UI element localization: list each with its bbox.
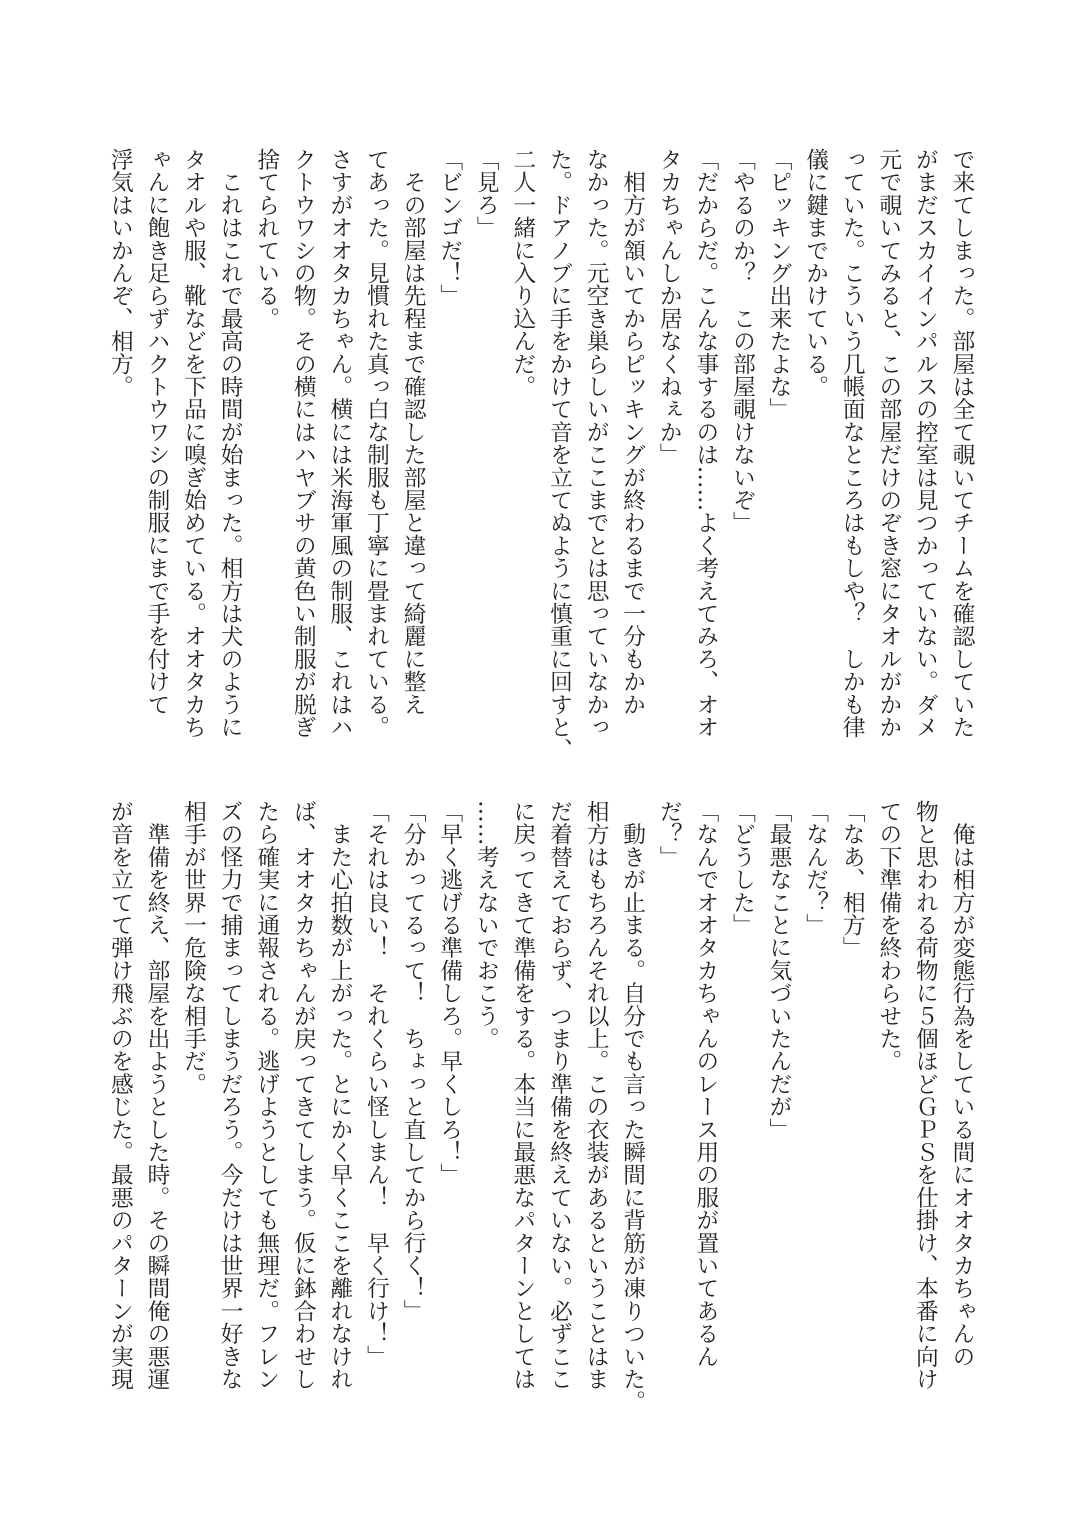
text-line: ゃんに飽き足らずハクトウワシの制服にまで手を付けて	[143, 148, 170, 716]
text-line: 「なあ、相方」	[839, 800, 866, 959]
text-line: 「見ろ」	[473, 148, 500, 239]
text-line: ズの怪力で捕まってしまうだろう。今だけは世界一好きな	[217, 800, 244, 1391]
text-line: 二人一緒に入り込んだ。	[509, 148, 536, 398]
text-line: タオルや服、靴などを下品に嗅ぎ始めている。オオタカち	[180, 148, 207, 739]
text-line: また心拍数が上がった。とにかく早くここを離れなけれ	[326, 800, 353, 1391]
text-line: 「なんだ？」	[802, 800, 829, 937]
text-line: 元で覗いてみると、この部屋だけのぞき窓にタオルがかか	[875, 148, 902, 739]
text-line: 「早く逃げる準備しろ。早くしろ！」	[436, 800, 463, 1186]
text-line: その部屋は先程まで確認した部屋と違って綺麗に整え	[400, 148, 427, 716]
text-line: 浮気はいかんぞ、相方。	[107, 148, 134, 398]
text-line: 儀に鍵までかけている。	[802, 148, 829, 398]
lower-text-block	[100, 800, 980, 1413]
text-line: た。ドアノブに手をかけて音を立てぬように慎重に回すと、	[546, 148, 573, 761]
text-line: に戻ってきて準備をする。本当に最悪なパターンとしては	[509, 800, 536, 1391]
text-line: で来てしまった。部屋は全て覗いてチームを確認していた	[949, 148, 975, 739]
text-line: 相手が世界一危険な相手だ。	[180, 800, 207, 1096]
text-line: 「ピッキング出来たよな」	[766, 148, 793, 421]
text-line: 相方はもちろんそれ以上。この衣装があるということはま	[583, 800, 610, 1391]
text-line: てあった。見慣れた真っ白な制服も丁寧に畳まれている。	[363, 148, 390, 739]
text-line: 「最悪なことに気づいたんだが」	[766, 800, 793, 1141]
text-line: 「なんでオオタカちゃんのレース用の服が置いてあるん	[692, 800, 719, 1368]
text-line: さすがオオタカちゃん。横には米海軍風の制服、これはハ	[326, 148, 353, 739]
text-line: 「どうした」	[729, 800, 756, 937]
text-line: が音を立てて弾け飛ぶのを感じた。最悪のパターンが実現	[107, 800, 134, 1391]
text-line: たら確実に通報される。逃げようとしても無理だ。フレン	[253, 800, 280, 1391]
text-line: ば、オオタカちゃんが戻ってきてしまう。仮に鉢合わせし	[290, 800, 317, 1391]
text-line: 動きが止まる。自分でも言った瞬間に背筋が凍りついた。	[619, 800, 646, 1413]
text-line: これはこれで最高の時間が始まった。相方は犬のように	[217, 148, 244, 739]
text-line: 俺は相方が変態行為をしている間にオオタカちゃんの	[949, 800, 975, 1368]
text-line: 捨てられている。	[253, 148, 280, 330]
text-line: がまだスカイインパルスの控室は見つかっていない。ダメ	[912, 148, 939, 739]
text-line: 物と思われる荷物に５個ほどＧＰＳを仕掛け、本番に向け	[912, 800, 939, 1391]
text-line: ての下準備を終わらせた。	[875, 800, 902, 1073]
text-line: なかった。元空き巣らしいがここまでとは思っていなかっ	[583, 148, 610, 739]
text-line: だ？」	[656, 800, 683, 869]
text-line: 相方が頷いてからピッキングが終わるまで一分もかか	[619, 148, 646, 716]
text-line: タカちゃんしか居なくねぇか」	[656, 148, 683, 466]
text-line: クトウワシの物。その横にはハヤブサの黄色い制服が脱ぎ	[290, 148, 317, 739]
text-line: ……考えないでおこう。	[473, 800, 500, 1050]
upper-text-block	[100, 148, 980, 761]
text-line: 「だからだ。こんな事するのは……よく考えてみろ、オオ	[692, 148, 719, 739]
text-line: 「やるのか？ この部屋覗けないぞ」	[729, 148, 756, 534]
text-line: 準備を終え、部屋を出ようとした時。その瞬間俺の悪運	[143, 800, 170, 1391]
text-line: 「ビンゴだ！」	[436, 148, 463, 307]
text-line: 「分かってるって！ ちょっと直してから行く！」	[400, 800, 427, 1323]
text-line: だ着替えておらず、つまり準備を終えていない。必ずここ	[546, 800, 573, 1391]
text-line: 「それは良い！ それくらい怪しまん！ 早く行け！」	[363, 800, 390, 1368]
text-line: っていた。こういう几帳面なところはもしや？ しかも律	[839, 148, 866, 739]
